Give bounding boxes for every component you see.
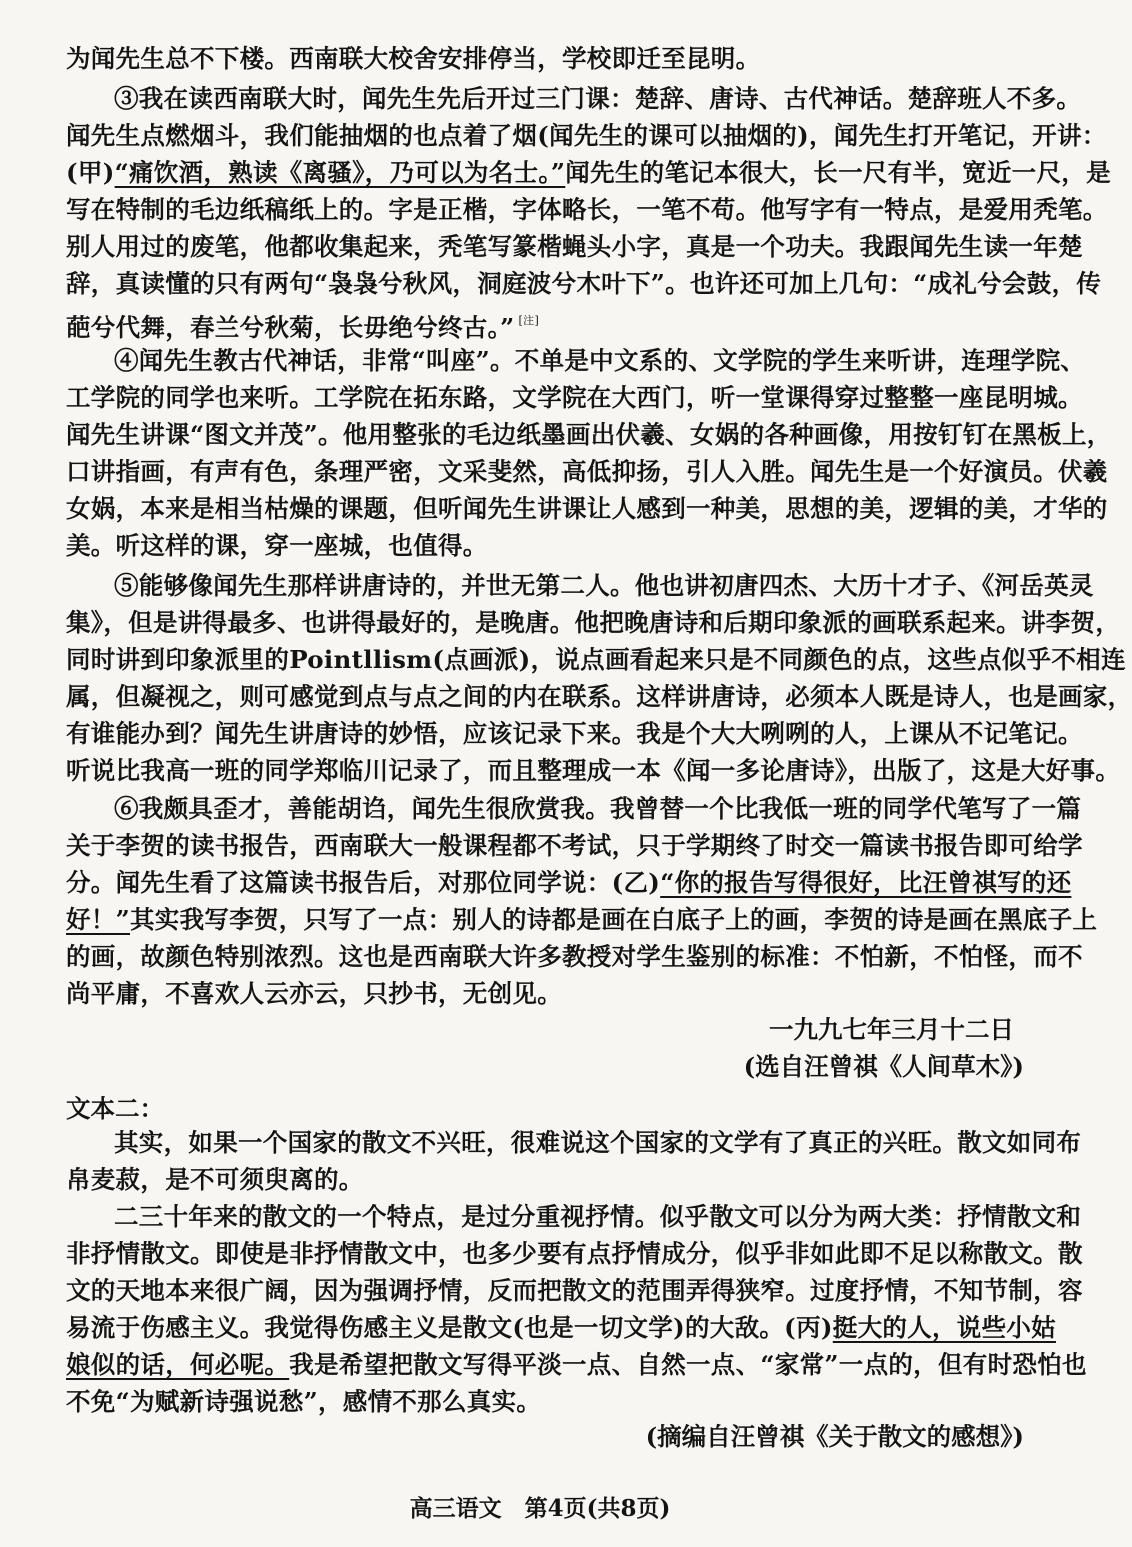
text-line: 工学院的同学也来听。工学院在拓东路，文学院在大西门，听一堂课得穿过整整一座昆明城。	[66, 383, 1083, 412]
article-source: (选自汪曾祺《人间草木》)	[743, 1052, 1024, 1081]
text-segment: 其实我写李贺，只写了一点：别人的诗都是画在白底子上的画，李贺的诗是画在黑底子上	[130, 905, 1098, 934]
underlined-quote-bing: 挺大的人，说些小姑	[832, 1313, 1056, 1342]
text-line	[66, 156, 1111, 192]
text-segment: 闻先生的笔记本很大，长一尺有半，宽近一尺，是	[565, 158, 1111, 187]
text-segment: 我是希望把散文写得平淡一点、自然一点、“家常”一点的，但有时恐怕也	[289, 1350, 1087, 1379]
text-line: 非抒情散文。即使是非抒情散文中，也多少要有点抒情成分，似乎非如此即不足以称散文。散	[66, 1239, 1083, 1268]
underlined-quote-yi-end: 好！”	[66, 905, 130, 934]
text-line	[66, 304, 1028, 340]
text-line	[66, 1348, 1087, 1384]
text-line: 美。听这样的课，穿一座城，也值得。	[66, 531, 488, 560]
text-line: 女娲，本来是相当枯燥的课题，但听闻先生讲课让人感到一种美，思想的美，逻辑的美，才华的	[66, 494, 1108, 523]
text-line	[66, 1311, 1056, 1347]
text-line: 其实，如果一个国家的散文不兴旺，很难说这个国家的文学有了真正的兴旺。散文如同布	[114, 1128, 1082, 1157]
text-line: 闻先生点燃烟斗，我们能抽烟的也点着了烟(闻先生的课可以抽烟的)，闻先生打开笔记，开讲：	[66, 121, 1107, 150]
text-line: 写在特制的毛边纸稿纸上的。字是正楷，字体略长，一笔不苟。他写字有一特点，是爱用秃笔。	[66, 195, 1108, 224]
text-line: 口讲指画，有声有色，条理严密，文采斐然，高低抑扬，引人入胜。闻先生是一个好演员。伏羲	[66, 457, 1108, 486]
underlined-quote-bing-end: 娘似的话，何必呢。	[66, 1350, 290, 1379]
text-line: 集》，但是讲得最多、也讲得最好的，是晚唐。他把晚唐诗和后期印象派的画联系起来。讲李贺，	[66, 608, 1121, 637]
text-line	[66, 866, 1072, 902]
text-line: 文的天地本来很广阔，因为强调抒情，反而把散文的范围弄得狭窄。过度抒情，不知节制，容	[66, 1276, 1083, 1305]
section-heading: 文本二：	[66, 1094, 164, 1123]
text-line: 关于李贺的读书报告，西南联大一般课程都不考试，只于学期终了时交一篇读书报告即可给学	[66, 831, 1083, 860]
label-jia: (甲)	[66, 158, 115, 187]
text-line: 辞，真读懂的只有两句“袅袅兮秋风，洞庭波兮木叶下”。也许还可加上几句：“成礼兮会鼓，传	[66, 269, 1102, 298]
underlined-quote-yi: “你的报告写得很好，比汪曾祺写的还	[660, 868, 1072, 897]
text-segment: 分。闻先生看了这篇读书报告后，对那位同学说：(乙)	[66, 868, 661, 897]
text-line: ⑥我颇具歪才，善能胡诌，闻先生很欣赏我。我曾替一个比我低一班的同学代笔写了一篇	[114, 794, 1082, 823]
text-line: 别人用过的废笔，他都收集起来，秃笔写篆楷蝇头小字，真是一个功夫。我跟闻先生读一年楚	[66, 232, 1083, 261]
text-line: 二三十年来的散文的一个特点，是过分重视抒情。似乎散文可以分为两大类：抒情散文和	[114, 1202, 1082, 1231]
text-line	[66, 903, 1098, 939]
footnote-marker: [注]	[518, 314, 540, 327]
text-segment: 易流于伤感主义。我觉得伤感主义是散文(也是一切文学)的大敌。(丙)	[66, 1313, 833, 1342]
text-line: 的画，故颜色特别浓烈。这也是西南联大许多教授对学生鉴别的标准：不怕新，不怕怪，而不	[66, 942, 1083, 971]
underlined-quote-jia: “痛饮酒，熟读《离骚》，乃可以为名士。”	[114, 158, 566, 187]
text-segment: 葩兮代舞，春兰兮秋菊，长毋绝兮终古。”	[66, 313, 515, 342]
text-line: 尚平庸，不喜欢人云亦云，只抄书，无创见。	[66, 979, 562, 1008]
text-line: 属，但凝视之，则可感觉到点与点之间的内在联系。这样讲唐诗，必须本人既是诗人，也是画家，	[66, 682, 1132, 711]
text-line: 闻先生讲课“图文并茂”。他用整张的毛边纸墨画出伏羲、女娲的各种画像，用按钉钉在黑板上，	[66, 420, 1112, 449]
text-line: ⑤能够像闻先生那样讲唐诗的，并世无第二人。他也讲初唐四杰、大历十才子、《河岳英灵	[114, 571, 1094, 600]
text-line: 有谁能办到？闻先生讲唐诗的妙悟，应该记录下来。我是个大大咧咧的人，上课从不记笔记。	[66, 719, 1083, 748]
text-line: 同时讲到印象派里的Pointllism(点画派)，说点画看起来只是不同颜色的点，这些点似乎不相连	[66, 645, 1126, 674]
text-line: ④闻先生教古代神话，非常“叫座”。不单是中文系的、文学院的学生来听讲，连理学院、	[114, 346, 1086, 375]
text-line: 帛麦菽，是不可须臾离的。	[66, 1165, 364, 1194]
text-line: 为闻先生总不下楼。西南联大校舍安排停当，学校即迁至昆明。	[66, 44, 761, 73]
article-source: (摘编自汪曾祺《关于散文的感想》)	[645, 1422, 1024, 1451]
text-line: 不免“为赋新诗强说愁”，感情不那么真实。	[66, 1387, 542, 1416]
article-date: 一九九七年三月十二日	[769, 1015, 1014, 1044]
text-line: ③我在读西南联大时，闻先生先后开过三门课：楚辞、唐诗、古代神话。楚辞班人不多。	[114, 84, 1082, 113]
text-line: 听说比我高一班的同学郑临川记录了，而且整理成一本《闻一多论唐诗》，出版了，这是大好事。	[66, 756, 1121, 785]
page-footer: 高三语文 第4页(共8页)	[409, 1495, 671, 1522]
